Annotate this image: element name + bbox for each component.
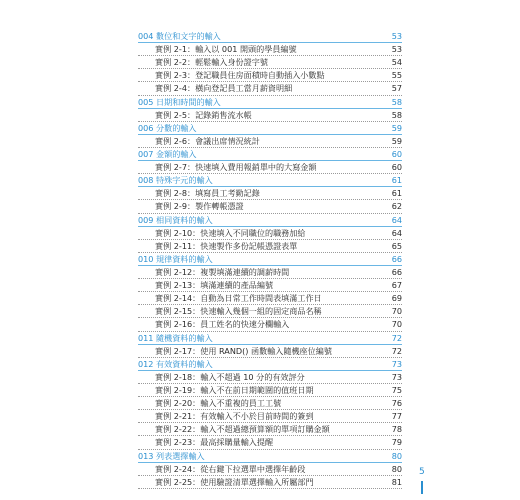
toc-entry-row[interactable] xyxy=(138,69,402,82)
toc-section-title: 011 隨機資料的輸入 xyxy=(138,332,213,343)
toc-entry-row[interactable] xyxy=(138,227,402,240)
page-number: 5 xyxy=(419,467,425,477)
toc-page-number: 67 xyxy=(391,280,402,291)
toc-entry-title: 實例 2-8：填寫員工考勤記錄 xyxy=(155,188,260,199)
toc-page-number: 55 xyxy=(391,70,402,81)
toc-page-number: 60 xyxy=(391,149,402,160)
toc-page-number: 59 xyxy=(391,122,402,133)
toc-page-number: 73 xyxy=(391,358,402,369)
toc-entry-title: 實例 2-9：製作轉帳憑證 xyxy=(155,201,244,212)
toc-page-number: 72 xyxy=(391,345,402,356)
toc-page-number: 80 xyxy=(391,463,402,474)
toc-section-title: 007 金額的輸入 xyxy=(138,149,197,160)
toc-entry-title: 實例 2-4：橫向登記員工當月薪資明細 xyxy=(155,83,293,94)
toc-page-number: 77 xyxy=(391,411,402,422)
toc-section-title: 006 分數的輸入 xyxy=(138,122,197,133)
toc-entry-title: 實例 2-23：最高採購量輸入提醒 xyxy=(155,437,274,448)
toc-section-row[interactable] xyxy=(138,30,402,43)
toc-page-number: 66 xyxy=(391,267,402,278)
toc-entry-title: 實例 2-22：輸入不超過總預算額的單項訂購金額 xyxy=(155,424,330,435)
toc-page-number: 78 xyxy=(391,424,402,435)
toc-page-number: 64 xyxy=(391,214,402,225)
toc-entry-row[interactable] xyxy=(138,161,402,174)
toc-section-row[interactable] xyxy=(138,174,402,187)
toc-page-number: 59 xyxy=(391,135,402,146)
toc-entry-title: 實例 2-13：填滿連續的產品編號 xyxy=(155,280,274,291)
toc-section-title: 012 有效資料的輸入 xyxy=(138,358,213,369)
toc-section-title: 005 日期和時間的輸入 xyxy=(138,96,221,107)
toc-entry-title: 實例 2-5：記錄銷售流水帳 xyxy=(155,109,252,120)
toc-section-row[interactable] xyxy=(138,96,402,109)
toc-section-row[interactable] xyxy=(138,450,402,463)
toc-entry-row[interactable] xyxy=(138,463,402,476)
toc-entry-title: 實例 2-3：登記職員住房面積時自動插入小數點 xyxy=(155,70,325,81)
toc-entry-title: 實例 2-10：快速填入不同職位的職務加給 xyxy=(155,227,306,238)
toc-entry-row[interactable] xyxy=(138,200,402,213)
toc-section-title: 013 列表選擇輸入 xyxy=(138,450,205,461)
toc-entry-row[interactable] xyxy=(138,371,402,384)
toc-section-row[interactable] xyxy=(138,148,402,161)
toc-page-number: 61 xyxy=(391,175,402,186)
toc-entry-row[interactable] xyxy=(138,318,402,331)
toc-section-title: 008 特殊字元的輸入 xyxy=(138,175,213,186)
toc-entry-row[interactable] xyxy=(138,135,402,148)
toc-entry-row[interactable] xyxy=(138,305,402,318)
toc-entry-row[interactable] xyxy=(138,279,402,292)
toc-entry-row[interactable] xyxy=(138,436,402,449)
toc-section-title: 010 規律資料的輸入 xyxy=(138,253,213,264)
toc-entry-row[interactable] xyxy=(138,384,402,397)
toc-page-number: 61 xyxy=(391,188,402,199)
toc-entry-row[interactable] xyxy=(138,423,402,436)
toc-entry-row[interactable] xyxy=(138,187,402,200)
toc-entry-row[interactable] xyxy=(138,109,402,122)
toc-entry-title: 實例 2-25：使用驗證清單選擇輸入所屬部門 xyxy=(155,476,314,487)
toc-page-number: 70 xyxy=(391,319,402,330)
toc-entry-title: 實例 2-18：輸入不超過 10 分的有效評分 xyxy=(155,371,305,382)
toc-entry-row[interactable] xyxy=(138,266,402,279)
toc-entry-row[interactable] xyxy=(138,397,402,410)
toc-page-number: 53 xyxy=(391,31,402,42)
toc-section-title: 009 相同資料的輸入 xyxy=(138,214,213,225)
toc-page-number: 66 xyxy=(391,253,402,264)
toc-section-row[interactable] xyxy=(138,122,402,135)
toc-entry-row[interactable] xyxy=(138,43,402,56)
toc-entry-title: 實例 2-12：複製填滿連續的調薪時間 xyxy=(155,267,290,278)
toc-page-number: 60 xyxy=(391,162,402,173)
toc-entry-row[interactable] xyxy=(138,56,402,69)
page-number-bar xyxy=(421,481,423,494)
toc-entry-row[interactable] xyxy=(138,240,402,253)
toc-page-number: 64 xyxy=(391,227,402,238)
toc-page-number: 57 xyxy=(391,83,402,94)
toc-page-number: 72 xyxy=(391,332,402,343)
table-of-contents xyxy=(138,30,402,489)
toc-entry-title: 實例 2-6：會議出席情況統計 xyxy=(155,135,260,146)
toc-entry-row[interactable] xyxy=(138,345,402,358)
toc-entry-title: 實例 2-20：輸入不重複的員工工號 xyxy=(155,398,282,409)
toc-page-number: 54 xyxy=(391,57,402,68)
toc-page-number: 79 xyxy=(391,437,402,448)
toc-section-row[interactable] xyxy=(138,332,402,345)
toc-entry-row[interactable] xyxy=(138,292,402,305)
toc-entry-title: 實例 2-16：員工姓名的快速分欄輸入 xyxy=(155,319,290,330)
toc-page-number: 69 xyxy=(391,293,402,304)
toc-entry-row[interactable] xyxy=(138,476,402,489)
toc-entry-title: 實例 2-2：輕鬆輸入身份證字號 xyxy=(155,57,268,68)
toc-section-row[interactable] xyxy=(138,253,402,266)
toc-entry-title: 實例 2-14：自動為日常工作時間表填滿工作日 xyxy=(155,293,322,304)
toc-page-number: 81 xyxy=(391,476,402,487)
toc-page-number: 53 xyxy=(391,44,402,55)
toc-page-number: 58 xyxy=(391,96,402,107)
toc-page-number: 65 xyxy=(391,240,402,251)
toc-entry-title: 實例 2-21：有效輸入不小於目前時間的簽到 xyxy=(155,411,314,422)
toc-entry-row[interactable] xyxy=(138,410,402,423)
toc-page-number: 58 xyxy=(391,109,402,120)
toc-page-number: 76 xyxy=(391,398,402,409)
toc-page-number: 62 xyxy=(391,201,402,212)
toc-entry-title: 實例 2-24：從右鍵下拉選單中選擇年齡段 xyxy=(155,463,306,474)
toc-page-number: 80 xyxy=(391,450,402,461)
toc-section-title: 004 數位和文字的輸入 xyxy=(138,31,221,42)
toc-section-row[interactable] xyxy=(138,358,402,371)
toc-entry-title: 實例 2-15：快速輸入幾個一組的固定商品名稱 xyxy=(155,306,322,317)
toc-entry-title: 實例 2-7：快速填入費用報銷單中的大寫金額 xyxy=(155,162,317,173)
toc-entry-title: 實例 2-11：快速製作多份記帳憑證表單 xyxy=(155,240,298,251)
toc-page-number: 73 xyxy=(391,371,402,382)
toc-section-row[interactable] xyxy=(138,214,402,227)
toc-entry-title: 實例 2-19：輸入不在前日期範圍的值班日期 xyxy=(155,385,314,395)
toc-entry-title: 實例 2-17：使用 RAND() 函數輸入隨機座位編號 xyxy=(155,345,332,356)
toc-page-number: 70 xyxy=(391,306,402,317)
toc-entry-row[interactable] xyxy=(138,82,402,95)
toc-page-number: 75 xyxy=(391,385,402,395)
toc-entry-title: 實例 2-1：輸入以 001 開頭的學員編號 xyxy=(155,44,297,55)
